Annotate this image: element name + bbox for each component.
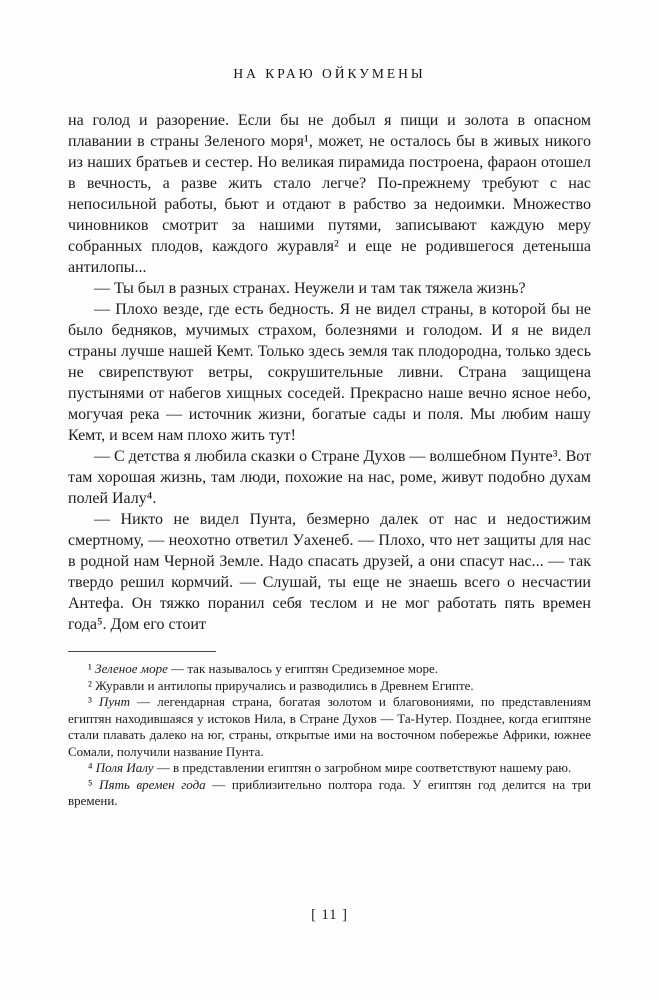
- footnote-term: Пунт: [99, 694, 131, 709]
- footnote: [68, 678, 591, 695]
- footnote-marker: ⁴: [88, 760, 93, 775]
- footnote-text: Журавли и антилопы приручались и разводились в Древнем Египте.: [95, 677, 474, 693]
- footnote: [68, 661, 591, 678]
- footnotes: [68, 661, 591, 810]
- footnote-text: — легендарная страна, богатая золотом и благовониями, по представлениям египтян находившаяся у истоков Нила, в Стране Духов — Та-Нутер. Позднее, когда египтяне стали плавать далеко на юг, страны, открытые ими на восточном побережье Африки, южнее Сомали, получили название Пунта.: [68, 694, 591, 759]
- footnote: [68, 777, 591, 810]
- footnote-text: — так называлось у египтян Средиземное море.: [167, 661, 439, 676]
- paragraph: — Ты был в разных странах. Неужели и там так тяжела жизнь?: [94, 280, 526, 297]
- paragraph: — Плохо везде, где есть бедность. Я не видел страны, в которой бы не было бедняков, мучимых страхом, болезнями и голодом. И я не видел страны лучше нашей Кемт. Только здесь земля так плодородна, только здесь не свирепствуют ветры, сокрушительные ливни. Страна защищена пустынями от набегов хищных соседей. Прекрасно наше вечно ясное небо, могучая река — источник жизни, богатые сады и поля. Мы любим нашу Кемт, и всем нам плохо жить тут!: [68, 301, 591, 444]
- body-text: [68, 110, 591, 635]
- footnote-term: Зеленое море: [95, 661, 168, 676]
- footnote: [68, 694, 591, 760]
- page-number: [ 11 ]: [311, 907, 348, 923]
- footnote-marker: ²: [88, 677, 92, 693]
- footnote-text: — приблизительно полтора года. У египтян год делится на три времени.: [68, 776, 591, 808]
- paragraph: на голод и разорение. Если бы не добыл я пищи и золота в опасном плавании в страны Зеленого моря¹, может, не осталось бы в живых никого из наших братьев и сестер. Но великая пирамида построена, фараон отошел в вечность, а разве жить стало легче? По-прежнему требуют с нас непосильной работы, бьют и отдают в рабство за недоимки. Множество чиновников смотрит за нашими путями, записывают каждую меру собранных плодов, каждого журавля² и еще не родившегося детеныша антилопы...: [68, 112, 591, 276]
- paragraph: — Никто не видел Пунта, безмерно далек от нас и недостижим смертному, — неохотно ответил Уахенеб. — Плохо, что нет защиты для нас в родной нам Черной Земле. Надо спасать друзей, а они спасут нас... — так твердо решил кормчий. — Слушай, ты еще не знаешь всего о несчастии Антефа. Он тяжко поранил себя теслом и не мог работать пять времен года⁵. Дом его стоит: [68, 511, 591, 633]
- footnote-term: Поля Иалу: [95, 760, 154, 775]
- running-head: НА КРАЮ ОЙКУМЕНЫ: [233, 66, 426, 81]
- footnote-separator: [68, 651, 216, 652]
- footnote-marker: ³: [88, 694, 92, 709]
- footnote-text: — в представлении египтян о загробном мире соответствуют нашему раю.: [153, 760, 572, 775]
- footnote: [68, 760, 591, 777]
- paragraph: — С детства я любила сказки о Стране Духов — волшебном Пунте³. Вот там хорошая жизнь, там люди, похожие на нас, роме, живут подобно духам полей Иалу⁴.: [68, 448, 592, 507]
- footnote-marker: ¹: [88, 661, 92, 676]
- footnote-marker: ⁵: [88, 776, 93, 792]
- footnote-term: Пять времен года: [99, 776, 206, 792]
